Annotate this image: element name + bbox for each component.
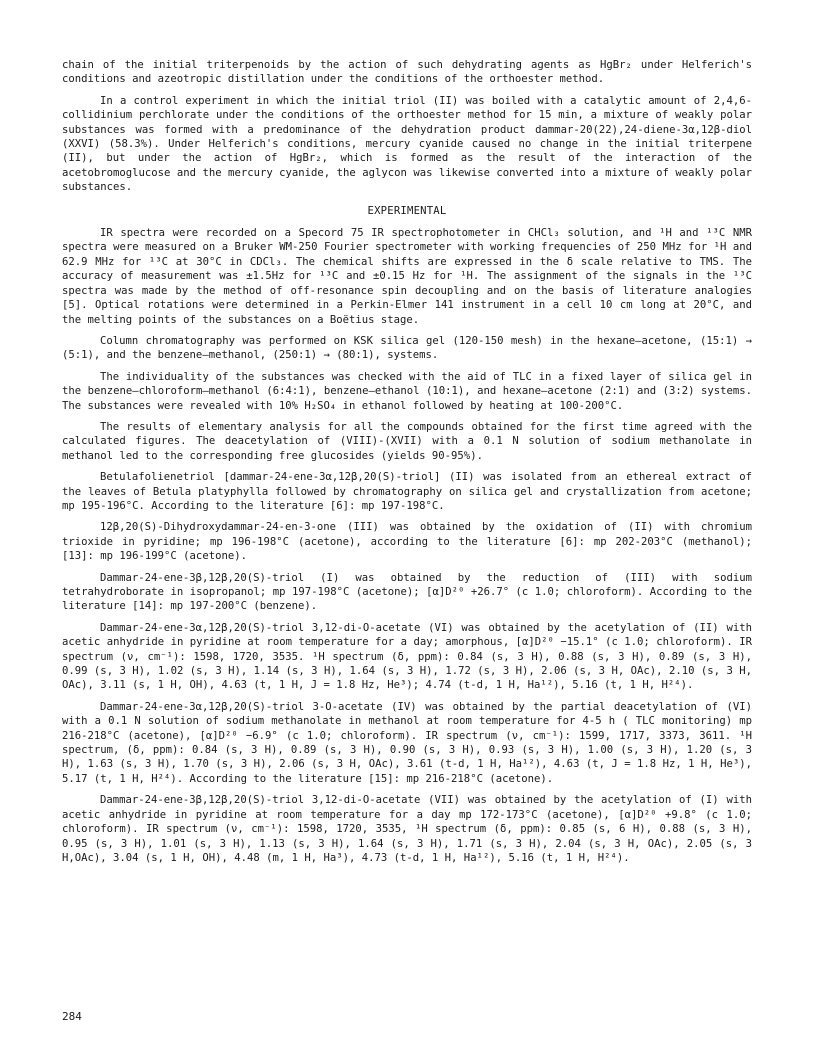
paragraph-continuation: chain of the initial triterpenoids by the action of such dehydrating agents as HgBr₂ under Helferich's conditions and azeotropic distillation under the conditions of the orthoester method. (62, 59, 752, 86)
paragraph-compound-VI: Dammar-24-ene-3α,12β,20(S)-triol 3,12-di-O-acetate (VI) was obtained by the acetylation of (II) with acetic anhydride in pyridine at room temperature for a day; amorphous, [α]D²⁰ −15.1° (c 1.0; chloroform). IR spectrum (ν, cm⁻¹): 1598, 1720, 3535. ¹H spectrum (δ, ppm): 0.84 (s, 3 H), 0.88 (s, 3 H), 0.89 (s, 3 H), 0.99 (s, 3 H), 1.02 (s, 3 H), 1.14 (s, 3 H), 1.64 (s, 3 H), 1.72 (s, 3 H), 2.06 (s, 3 H, OAc), 2.10 (s, 3 H, OAc), 3.11 (s, 1 H, OH), 4.63 (t, 1 H, J = 1.8 Hz, He³); 4.74 (t-d, 1 H, Ha¹²), 5.16 (t, 1 H, H²⁴). (62, 621, 752, 692)
paragraph-instruments: IR spectra were recorded on a Specord 75 IR spectrophotometer in CHCl₃ solution, and ¹H and ¹³C NMR spectra were measured on a Bruker WM-250 Fourier spectrometer with working frequencies of 250 MHz for ¹H and 62.9 MHz for ¹³C at 30°C in CDCl₃. The chemical shifts are expressed in the δ scale relative to TMS. The accuracy of measurement was ±1.5Hz for ¹³C and ±0.15 Hz for ¹H. The assignment of the signals in the ¹³C spectra was made by the method of off-resonance spin decoupling and on the basis of literature analogies [5]. Optical rotations were determined in a Perkin-Elmer 141 instrument in a cell 10 cm long at 20°C, and the melting points of the substances on a Boëtius stage. (62, 227, 752, 326)
paragraph-tlc: The individuality of the substances was checked with the aid of TLC in a fixed layer of silica gel in the benzene—chloroform—methanol (6:4:1), benzene—ethanol (10:1), and hexane—acetone (2:1) and (3:2) systems. The substances were revealed with 10% H₂SO₄ in ethanol followed by heating at 100-200°C. (62, 370, 752, 412)
section-heading-experimental: EXPERIMENTAL (367, 204, 447, 217)
paragraph-compound-III: 12β,20(S)-Dihydroxydammar-24-en-3-one (III) was obtained by the oxidation of (II) with chromium trioxide in pyridine; mp 196-198°C (acetone), according to the literature [6]: mp 202-203°C (methanol); [13]: mp 196-199°C (acetone). (62, 521, 752, 563)
paragraph-compound-VII: Dammar-24-ene-3β,12β,20(S)-triol 3,12-di-O-acetate (VII) was obtained by the acetylation of (I) with acetic anhydride in pyridine at room temperature for a day mp 172-173°C (acetone), [α]D²⁰ +9.8° (c 1.0; chloroform). IR spectrum (ν, cm⁻¹): 1598, 1720, 3535, ¹H spectrum (δ, ppm): 0.85 (s, 6 H), 0.88 (s, 3 H), 0.95 (s, 3 H), 1.01 (s, 3 H), 1.13 (s, 3 H), 1.64 (s, 3 H), 1.71 (s, 3 H), 2.04 (s, 3 H, OAc), 2.05 (s, 3 H,OAc), 3.04 (s, 1 H, OH), 4.48 (m, 1 H, Ha³), 4.73 (t-d, 1 H, Ha¹²), 5.16 (t, 1 H, H²⁴). (62, 794, 752, 864)
paragraph-compound-IV: Dammar-24-ene-3α,12β,20(S)-triol 3-O-acetate (IV) was obtained by the partial deacetylation of (VI) with a 0.1 N solution of sodium methanolate in methanol at room temperature for 4-5 h ( TLC monitoring) mp 216-218°C (acetone), [α]D²⁰ −6.9° (c 1.0; chloroform). IR spectrum (ν, cm⁻¹): 1599, 1717, 3373, 3611. ¹H spectrum, (δ, ppm): 0.84 (s, 3 H), 0.89 (s, 3 H), 0.90 (s, 3 H), 0.93 (s, 3 H), 1.00 (s, 3 H), 1.20 (s, 3 H), 1.63 (s, 3 H), 1.70 (s, 3 H), 2.06 (s, 3 H, OAc), 3.61 (t-d, 1 H, Ha¹²), 4.63 (t, J = 1.8 Hz, 1 H, He³), 5.17 (t, 1 H, H²⁴). According to the literature [15]: mp 216-218°C (acetone). (62, 700, 752, 785)
paragraph-compound-I: Dammar-24-ene-3β,12β,20(S)-triol (I) was obtained by the reduction of (III) with sodium tetrahydroborate in isopropanol; mp 197-198°C (acetone); [α]D²⁰ +26.7° (c 1.0; chloroform). According to the literature [14]: mp 197-200°C (benzene). (62, 571, 752, 613)
page-number: 284 (62, 1010, 82, 1023)
paragraph-control-experiment: In a control experiment in which the initial triol (II) was boiled with a catalytic amount of 2,4,6-collidinium perchlorate under the conditions of the orthoester method for 15 min, a mixture of weakly polar substances was formed with a predominance of the dehydration product dammar-20(22),24-diene-3α,12β-diol (XXVI) (58.3%). Under Helferich's conditions, mercury cyanide caused no change in the initial triterpene (II), but under the action of HgBr₂, which is formed as the result of the interaction of the acetobromoglucose and the mercury cyanide, the aglycon was likewise converted into a mixture of weakly polar substances. (62, 94, 752, 194)
paragraph-elementary-analysis: The results of elementary analysis for all the compounds obtained for the first time agreed with the calculated figures. The deacetylation of (VIII)-(XVII) with a 0.1 N solution of sodium methanolate in methanol led to the corresponding free glucosides (yields 90-95%). (62, 420, 752, 462)
document-body (62, 58, 752, 872)
paragraph-betulafolienetriol: Betulafolienetriol [dammar-24-ene-3α,12β,20(S)-triol] (II) was isolated from an ethereal extract of the leaves of Betula platyphylla followed by chromatography on silica gel and crystallization from acetone; mp 195-196°C. According to the literature [6]: mp 197-198°C. (62, 471, 752, 512)
paragraph-column-chromatography: Column chromatography was performed on KSK silica gel (120-150 mesh) in the hexane—acetone, (15:1) → (5:1), and the benzene—methanol, (250:1) → (80:1), systems. (62, 334, 752, 362)
